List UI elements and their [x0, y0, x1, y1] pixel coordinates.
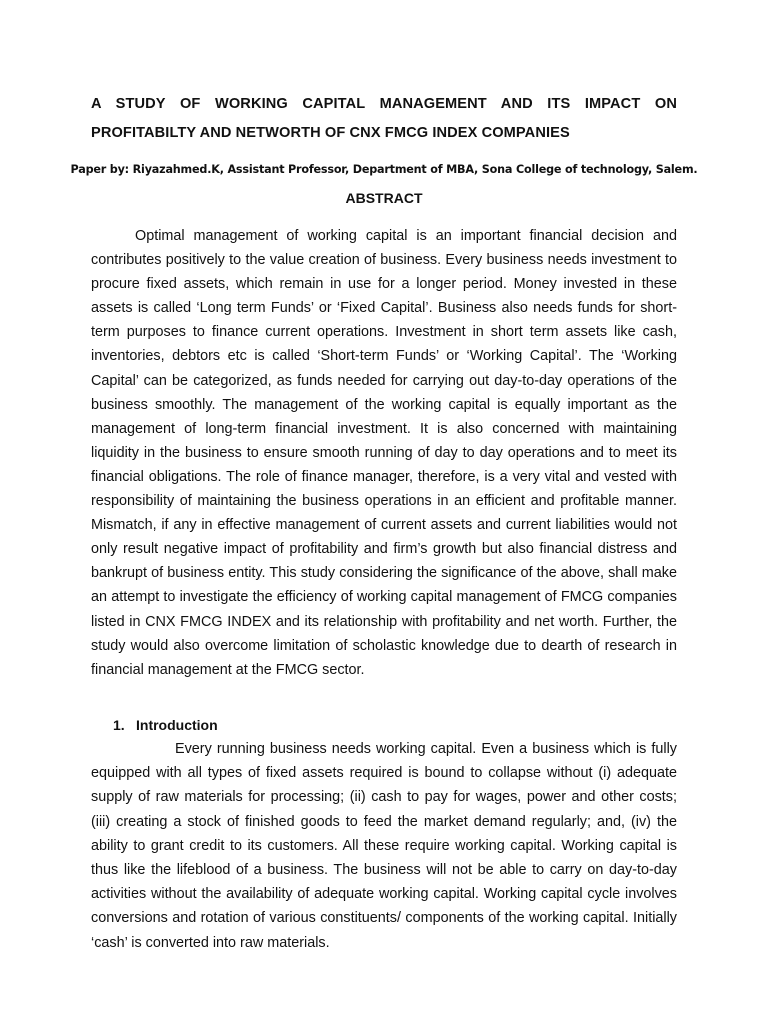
paper-title: A STUDY OF WORKING CAPITAL MANAGEMENT AND ITS IMPACT ON PROFITABILTY AND NETWORTH OF CNX FMCG INDEX COMPANIES: [91, 96, 677, 141]
section-heading-introduction: [113, 715, 218, 735]
section-title: Introduction: [136, 717, 218, 733]
introduction-body: Every running business needs working capital. Even a business which is fully equipped with all types of fixed assets required is bound to collapse without (i) adequate supply of raw materials for processing; (ii) cash to pay for wages, power and other costs; (iii) creating a stock of finished goods to feed the market demand regularly; and, (iv) the ability to grant credit to its customers. All these require working capital. Working capital is thus like the lifeblood of a business. The business will not be able to carry on day-to-day activities without the availability of adequate working capital. Working capital cycle involves conversions and rotation of various constituents/ components of the working capital. Initially ‘cash’ is converted into raw materials.: [91, 741, 677, 951]
section-number: 1.: [113, 717, 125, 733]
abstract-body: Optimal management of working capital is an important financial decision and contributes positively to the value creation of business. Every business needs investment to procure fixed assets, which remain in use for a longer period. Money invested in these assets is called ‘Long term Funds’ or ‘Fixed Capital’. Business also needs funds for short-term purposes to finance current operations. Investment in short term assets like cash, inventories, debtors etc is called ‘Short-term Funds’ or ‘Working Capital’. The ‘Working Capital’ can be categorized, as funds needed for carrying out day-to-day operations of the business smoothly. The management of the working capital is equally important as the management of long-term financial investment. It is also concerned with maintaining liquidity in the business to ensure smooth running of day to day operations and to meet its financial obligations. The role of finance manager, therefore, is a very vital and vested with responsibility of maintaining the business operations in an efficient and profitable manner. Mismatch, if any in effective management of current assets and current liabilities would not only result negative impact of profitability and firm’s growth but also financial distress and bankrupt of business entity. This study considering the significance of the above, shall make an attempt to investigate the efficiency of working capital management of FMCG companies listed in CNX FMCG INDEX and its relationship with profitability and net worth. Further, the study would also overcome limitation of scholastic knowledge due to dearth of research in financial management at the FMCG sector.: [91, 228, 677, 678]
abstract-heading: ABSTRACT: [345, 190, 423, 206]
author-byline: Paper by: Riyazahmed.K, Assistant Professor, Department of MBA, Sona College of technology, Salem.: [70, 163, 698, 176]
